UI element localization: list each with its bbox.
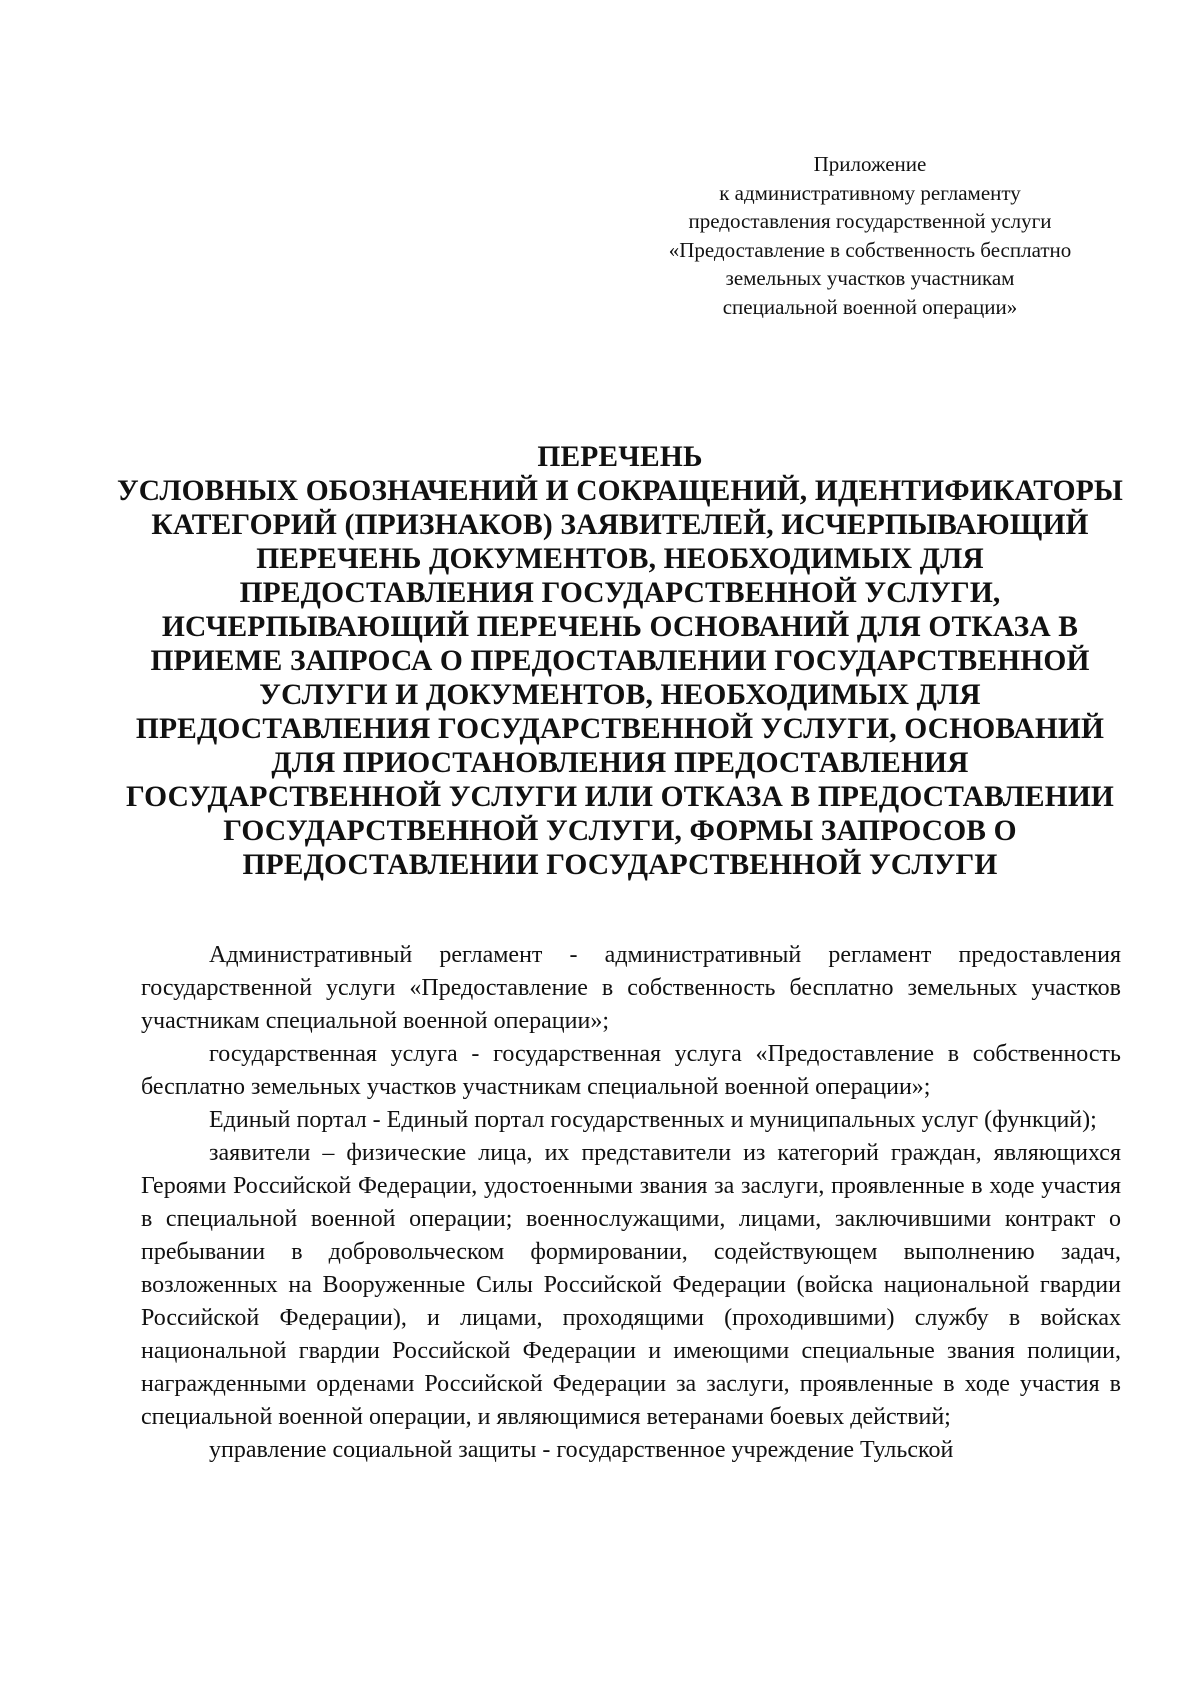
- definition-unified-portal: Единый портал - Единый портал государственных и муниципальных услуг (функций);: [209, 1107, 1097, 1133]
- title-line: ПЕРЕЧЕНЬ ДОКУМЕНТОВ, НЕОБХОДИМЫХ ДЛЯ: [256, 543, 984, 575]
- title-line: ИСЧЕРПЫВАЮЩИЙ ПЕРЕЧЕНЬ ОСНОВАНИЙ ДЛЯ ОТКАЗА В: [161, 611, 1079, 643]
- definition-social-protection: управление социальной защиты - государственное учреждение Тульской: [209, 1437, 954, 1463]
- appendix-line: «Предоставление в собственность бесплатно: [668, 237, 1072, 262]
- document-body: [141, 939, 1121, 1467]
- title-line: ПРЕДОСТАВЛЕНИЯ ГОСУДАРСТВЕННОЙ УСЛУГИ, ОСНОВАНИЙ: [135, 713, 1105, 745]
- document-title: [80, 440, 1160, 882]
- definition-applicants: заявители – физические лица, их представители из категорий граждан, являющихся Героями Российской Федерации, удостоенными звания за заслуги, проявленные в ходе участия в специальной военной операции; военнослужащими, лицами, заключившими контракт о пребывании в добровольческом формировании, содействующем выполнению задач, возложенных на Вооруженные Силы Российской Федерации (войска национальной гвардии Российской Федерации), и лицами, проходящими (проходившими) службу в войсках национальной гвардии Российской Федерации и имеющими специальные звания полиции, награжденными орденами Российской Федерации за заслуги, проявленные в ходе участия в специальной военной операции, и являющимися ветеранами боевых действий;: [141, 1140, 1121, 1430]
- appendix-header: [600, 150, 1140, 321]
- title-line: ПРЕДОСТАВЛЕНИИ ГОСУДАРСТВЕННОЙ УСЛУГИ: [242, 849, 998, 881]
- title-line: ДЛЯ ПРИОСТАНОВЛЕНИЯ ПРЕДОСТАВЛЕНИЯ: [271, 747, 969, 779]
- title-line: УСЛУГИ И ДОКУМЕНТОВ, НЕОБХОДИМЫХ ДЛЯ: [259, 679, 981, 711]
- title-line: ГОСУДАРСТВЕННОЙ УСЛУГИ ИЛИ ОТКАЗА В ПРЕДОСТАВЛЕНИИ: [125, 781, 1115, 813]
- title-line: ПРЕДОСТАВЛЕНИЯ ГОСУДАРСТВЕННОЙ УСЛУГИ,: [239, 577, 1001, 609]
- title-line: КАТЕГОРИЙ (ПРИЗНАКОВ) ЗАЯВИТЕЛЕЙ, ИСЧЕРПЫВАЮЩИЙ: [151, 509, 1089, 541]
- title-line: ПЕРЕЧЕНЬ: [537, 441, 703, 473]
- appendix-line: земельных участков участникам: [725, 266, 1015, 290]
- appendix-line: к административному регламенту: [719, 180, 1021, 205]
- appendix-line: предоставления государственной услуги: [688, 209, 1052, 233]
- definition-administrative-regulation: Административный регламент - административный регламент предоставления государственной услуги «Предоставление в собственность бесплатно земельных участков участникам специальной военной операции»;: [141, 942, 1121, 1034]
- title-line: ПРИЕМЕ ЗАПРОСА О ПРЕДОСТАВЛЕНИИ ГОСУДАРСТВЕННОЙ: [150, 645, 1090, 677]
- title-line: УСЛОВНЫХ ОБОЗНАЧЕНИЙ И СОКРАЩЕНИЙ, ИДЕНТИФИКАТОРЫ: [116, 475, 1124, 507]
- appendix-line: Приложение: [813, 152, 927, 176]
- title-line: ГОСУДАРСТВЕННОЙ УСЛУГИ, ФОРМЫ ЗАПРОСОВ О: [223, 815, 1017, 847]
- definition-state-service: государственная услуга - государственная услуга «Предоставление в собственность бесплатно земельных участков участникам специальной военной операции»;: [141, 1041, 1121, 1100]
- appendix-line: специальной военной операции»: [722, 294, 1018, 319]
